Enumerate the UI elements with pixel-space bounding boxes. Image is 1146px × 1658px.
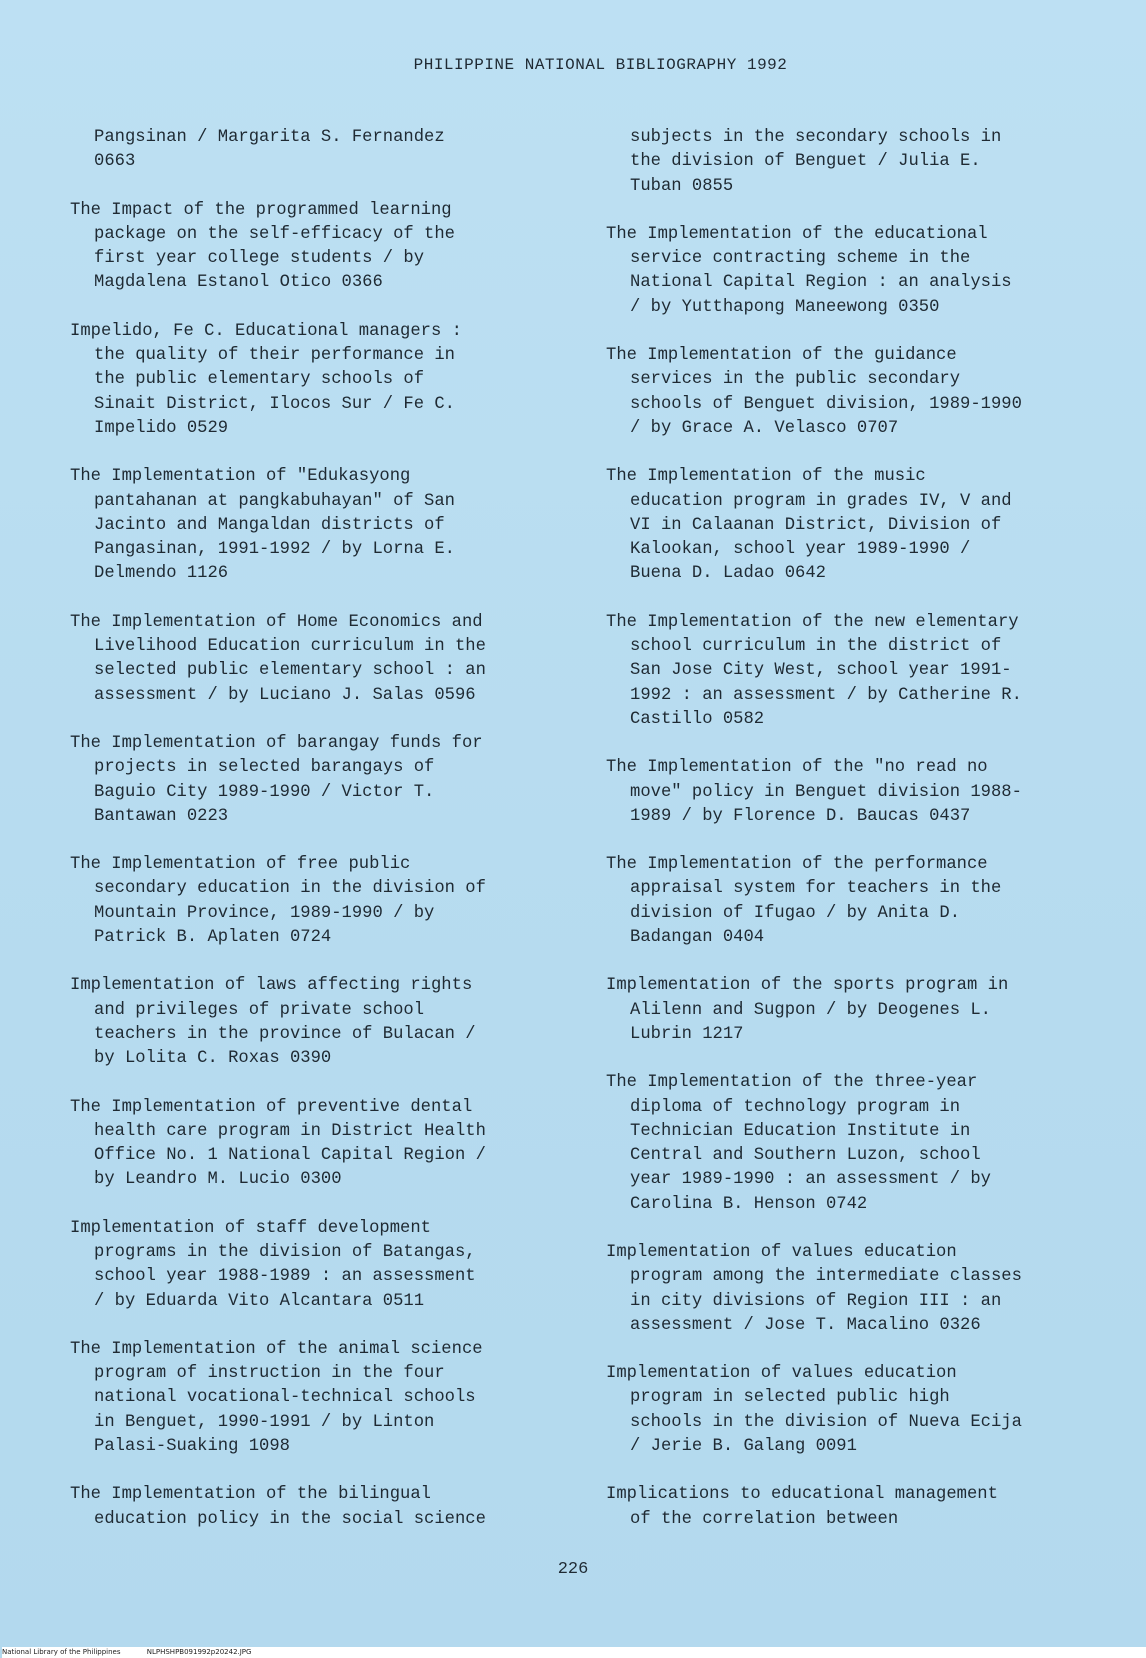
bibliography-entry: The Implementation of the "no read no move" policy in Benguet division 1988- 1989 / by Florence D. Baucas 0437	[606, 758, 1022, 826]
bibliography-entry: The Implementation of preventive dental health care program in District Health Office No. 1 National Capital Region / by Leandro M. Lucio 0300	[70, 1097, 486, 1190]
bibliography-entry: The Implementation of the guidance services in the public secondary schools of Benguet division, 1989-1990 / by Grace A. Velasco 0707	[606, 346, 1022, 438]
bibliography-entry: The Implementation of the bilingual education policy in the social science	[70, 1485, 486, 1529]
page-number: 226	[557, 1560, 589, 1579]
bibliography-entry: The Implementation of the performance appraisal system for teachers in the division of Ifugao / by Anita D. Badangan 0404	[606, 855, 1002, 948]
bibliography-entry: The Implementation of the music education program in grades IV, V and VI in Calaanan District, Division of Kalookan, school year 1989-1990 / Buena D. Ladao 0642	[606, 467, 1012, 584]
scan-footer	[2, 1647, 1146, 1658]
bibliography-entry: The Implementation of barangay funds for projects in selected barangays of Baguio City 1989-1990 / Victor T. Bantawan 0223	[70, 733, 483, 826]
bibliography-entry: The Implementation of free public secondary education in the division of Mountain Province, 1989-1990 / by Patrick B. Aplaten 0724	[70, 855, 486, 948]
bibliography-entry: Impelido, Fe C. Educational managers : the quality of their performance in the public elementary schools of Sinait District, Ilocos Sur / Fe C. Impelido 0529	[70, 321, 462, 438]
bibliography-entry: The Implementation of the animal science program of instruction in the four national vocational-technical schools in Benguet, 1990-1991 / by Linton Palasi-Suaking 1098	[70, 1339, 483, 1457]
bibliography-entry: The Impact of the programmed learning package on the self-efficacy of the first year college students / by Magdalena Estanol Otico 0366	[70, 200, 455, 293]
running-head: PHILIPPINE NATIONAL BIBLIOGRAPHY 1992	[413, 56, 788, 74]
bibliography-entry: Implementation of values education program among the intermediate classes in city divisions of Region III : an assessment / Jose T. Macalino 0326	[606, 1242, 1022, 1335]
bibliography-entry: The Implementation of the educational service contracting scheme in the National Capital Region : an analysis / by Yutthapong Maneewong 0350	[606, 224, 1012, 317]
bibliography-entry: Implementation of values education program in selected public high schools in the division of Nueva Ecija / Jerie B. Galang 0091	[606, 1364, 1022, 1457]
right-column	[606, 126, 1106, 1556]
file-name: NLPHSHPB091992p20242.JPG	[146, 1648, 252, 1656]
library-name: National Library of the Philippines	[2, 1648, 121, 1656]
left-column	[70, 126, 570, 1556]
bibliography-entry: The Implementation of "Edukasyong pantahanan at pangkabuhayan" of San Jacinto and Mangaldan districts of Pangasinan, 1991-1992 / by Lorna E. Delmendo 1126	[70, 467, 455, 584]
bibliography-entry: subjects in the secondary schools in the division of Benguet / Julia E. Tuban 0855	[630, 128, 1002, 196]
bibliography-entry: The Implementation of Home Economics and Livelihood Education curriculum in the selected public elementary school : an assessment / by Luciano J. Salas 0596	[70, 612, 486, 705]
bibliography-entry: Implementation of the sports program in Alilenn and Sugpon / by Deogenes L. Lubrin 1217	[606, 976, 1009, 1044]
bibliography-entry: Implementation of laws affecting rights and privileges of private school teachers in the province of Bulacan / by Lolita C. Roxas 0390	[70, 976, 476, 1069]
bibliography-entry: The Implementation of the new elementary school curriculum in the district of San Jose City West, school year 1991- 1992 : an assessment / by Catherine R. Castillo 0582	[606, 612, 1022, 729]
bibliography-entry: Implications to educational management of the correlation between	[606, 1485, 998, 1529]
bibliography-entry: Implementation of staff development programs in the division of Batangas, school year 1988-1989 : an assessment / by Eduarda Vito Alcantara 0511	[70, 1218, 476, 1311]
bibliography-entry: Pangsinan / Margarita S. Fernandez 0663	[94, 128, 445, 172]
bibliography-entry: The Implementation of the three-year diploma of technology program in Technician Education Institute in Central and Southern Luzon, school year 1989-1990 : an assessment / by Carolina B. Henson 0742	[606, 1073, 991, 1214]
